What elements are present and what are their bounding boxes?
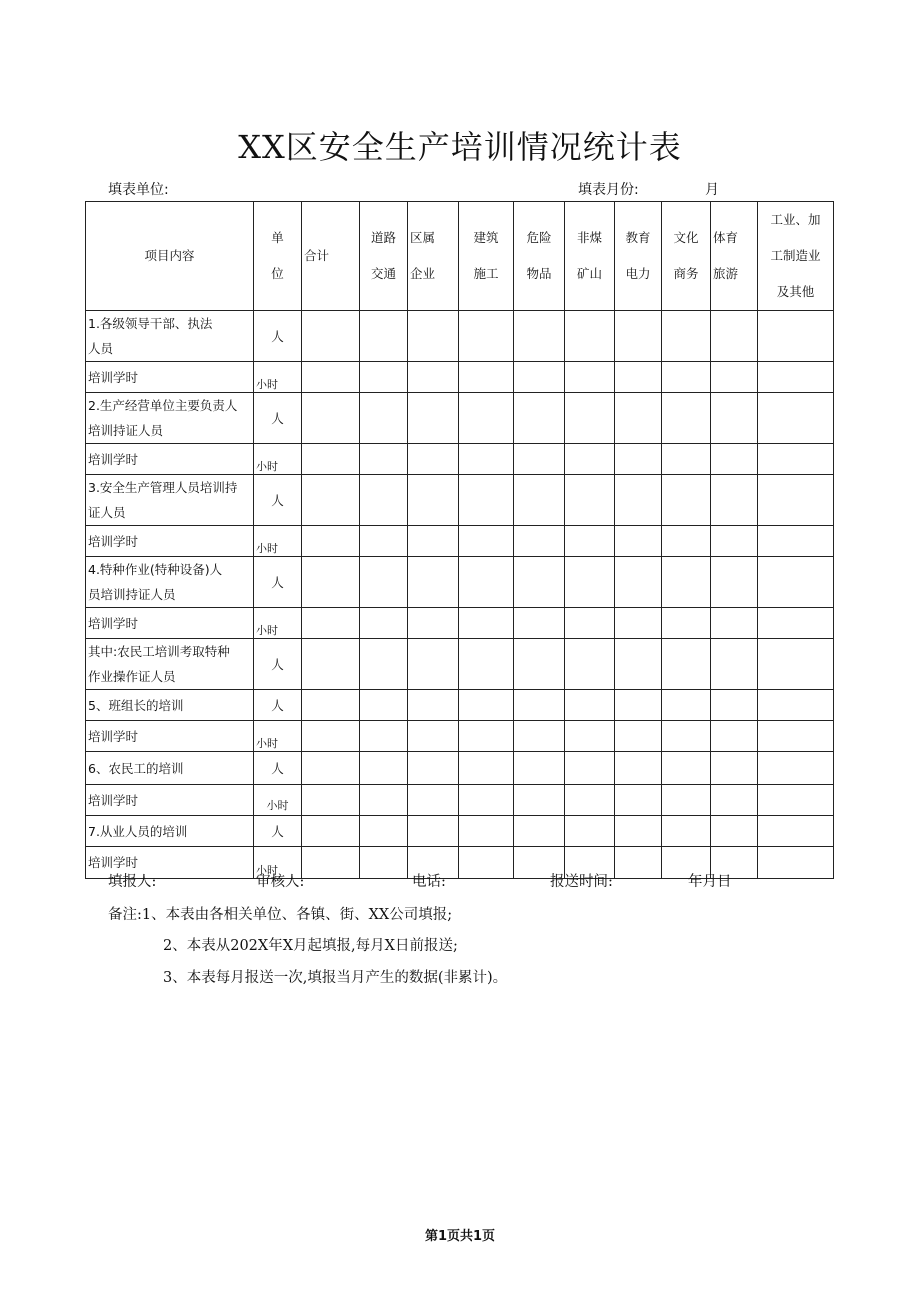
data-cell[interactable]: [360, 785, 408, 816]
data-cell[interactable]: [711, 393, 758, 444]
data-cell[interactable]: [662, 690, 711, 721]
data-cell[interactable]: [662, 526, 711, 557]
col-header-total: 合计: [302, 202, 360, 311]
data-cell[interactable]: [615, 847, 662, 879]
data-cell[interactable]: [459, 526, 514, 557]
row-unit: 人: [254, 475, 302, 526]
data-cell[interactable]: [758, 690, 834, 721]
data-cell[interactable]: [514, 475, 565, 526]
data-cell[interactable]: [711, 557, 758, 608]
data-cell[interactable]: [711, 362, 758, 393]
row-unit: 人: [254, 557, 302, 608]
data-cell[interactable]: [758, 816, 834, 847]
data-cell[interactable]: [758, 444, 834, 475]
table-row: [86, 785, 834, 816]
col-header-industry: 工业、加 工制造业 及其他: [758, 202, 834, 311]
data-cell[interactable]: [758, 557, 834, 608]
data-cell[interactable]: [711, 785, 758, 816]
data-cell[interactable]: [408, 721, 459, 752]
data-cell[interactable]: [662, 639, 711, 690]
data-cell[interactable]: [615, 690, 662, 721]
data-cell[interactable]: [360, 690, 408, 721]
note-line-3: 3、本表每月报送一次,填报当月产生的数据(非累计)。: [163, 970, 508, 986]
month-suffix: 月: [705, 182, 719, 198]
data-cell[interactable]: [514, 721, 565, 752]
data-cell[interactable]: [758, 721, 834, 752]
data-cell[interactable]: [615, 816, 662, 847]
row-item-label: 6、农民工的培训: [86, 752, 254, 785]
data-cell[interactable]: [565, 393, 615, 444]
data-cell[interactable]: [302, 785, 360, 816]
row-item-label: 培训学时: [86, 785, 254, 816]
data-cell[interactable]: [408, 557, 459, 608]
row-item-label: 培训学时: [86, 526, 254, 557]
data-cell[interactable]: [408, 393, 459, 444]
data-cell[interactable]: [459, 690, 514, 721]
data-cell[interactable]: [565, 475, 615, 526]
data-cell[interactable]: [360, 475, 408, 526]
page-number: 第1页共1页: [424, 1229, 496, 1244]
data-cell[interactable]: [360, 362, 408, 393]
data-cell[interactable]: [459, 608, 514, 639]
data-cell[interactable]: [662, 721, 711, 752]
data-cell[interactable]: [302, 721, 360, 752]
data-cell[interactable]: [711, 816, 758, 847]
table-row: [86, 362, 834, 393]
data-cell[interactable]: [711, 526, 758, 557]
data-cell[interactable]: [565, 526, 615, 557]
data-cell[interactable]: [662, 816, 711, 847]
data-cell[interactable]: [302, 690, 360, 721]
col-header-construction: 建筑 施工: [459, 202, 514, 311]
data-cell[interactable]: [565, 557, 615, 608]
page-title: XX区安全生产培训情况统计表: [238, 128, 682, 166]
data-cell[interactable]: [565, 444, 615, 475]
row-item-label: 4.特种作业(特种设备)人 员培训持证人员: [86, 557, 254, 608]
data-cell[interactable]: [360, 721, 408, 752]
table-row: [86, 444, 834, 475]
data-cell[interactable]: [565, 639, 615, 690]
phone-label: 电话:: [412, 874, 446, 890]
data-cell[interactable]: [302, 816, 360, 847]
data-cell[interactable]: [360, 444, 408, 475]
table-header-row: [86, 202, 834, 311]
data-cell[interactable]: [615, 393, 662, 444]
row-unit: 小时: [254, 608, 302, 639]
data-cell[interactable]: [360, 752, 408, 785]
data-cell[interactable]: [565, 362, 615, 393]
data-cell[interactable]: [302, 311, 360, 362]
row-item-label: 培训学时: [86, 721, 254, 752]
data-cell[interactable]: [514, 362, 565, 393]
row-item-label: 培训学时: [86, 362, 254, 393]
col-header-road: 道路 交通: [360, 202, 408, 311]
row-item-label: 1.各级领导干部、执法 人员: [86, 311, 254, 362]
data-cell[interactable]: [711, 444, 758, 475]
data-cell[interactable]: [565, 816, 615, 847]
data-cell[interactable]: [360, 816, 408, 847]
data-cell[interactable]: [662, 444, 711, 475]
data-cell[interactable]: [711, 752, 758, 785]
table-row: [86, 475, 834, 526]
data-cell[interactable]: [302, 526, 360, 557]
data-cell[interactable]: [459, 311, 514, 362]
data-cell[interactable]: [615, 311, 662, 362]
col-header-mining: 非煤 矿山: [565, 202, 615, 311]
data-cell[interactable]: [459, 847, 514, 879]
data-cell[interactable]: [302, 393, 360, 444]
note-line-1: 备注:1、本表由各相关单位、各镇、街、XX公司填报;: [108, 907, 453, 923]
data-cell[interactable]: [615, 752, 662, 785]
data-cell[interactable]: [662, 557, 711, 608]
data-cell[interactable]: [408, 608, 459, 639]
data-cell[interactable]: [565, 752, 615, 785]
row-unit: 小时: [254, 362, 302, 393]
reporter-label: 填报人:: [108, 874, 157, 890]
data-cell[interactable]: [302, 444, 360, 475]
data-cell[interactable]: [408, 785, 459, 816]
col-header-item: 项目内容: [86, 202, 254, 311]
data-cell[interactable]: [360, 393, 408, 444]
table-row: [86, 752, 834, 785]
data-cell[interactable]: [360, 847, 408, 879]
row-unit: 小时: [254, 721, 302, 752]
data-cell[interactable]: [565, 311, 615, 362]
row-unit: 人: [254, 816, 302, 847]
data-cell[interactable]: [711, 721, 758, 752]
data-cell[interactable]: [459, 444, 514, 475]
data-cell[interactable]: [514, 816, 565, 847]
data-cell[interactable]: [459, 721, 514, 752]
data-cell[interactable]: [302, 362, 360, 393]
data-cell[interactable]: [302, 608, 360, 639]
statistics-table: [85, 201, 834, 879]
row-unit: 小时: [254, 526, 302, 557]
data-cell[interactable]: [662, 785, 711, 816]
data-cell[interactable]: [408, 311, 459, 362]
data-cell[interactable]: [615, 362, 662, 393]
report-time-label: 报送时间:: [550, 874, 613, 890]
table-row: [86, 393, 834, 444]
data-cell[interactable]: [514, 785, 565, 816]
row-item-label: 培训学时: [86, 847, 254, 879]
data-cell[interactable]: [360, 311, 408, 362]
data-cell[interactable]: [408, 639, 459, 690]
data-cell[interactable]: [711, 639, 758, 690]
col-header-district: 区属 企业: [408, 202, 459, 311]
data-cell[interactable]: [408, 475, 459, 526]
row-item-label: 其中:农民工培训考取特种 作业操作证人员: [86, 639, 254, 690]
data-cell[interactable]: [758, 639, 834, 690]
data-cell[interactable]: [459, 557, 514, 608]
data-cell[interactable]: [459, 393, 514, 444]
data-cell[interactable]: [758, 393, 834, 444]
row-unit: 人: [254, 311, 302, 362]
data-cell[interactable]: [758, 475, 834, 526]
data-cell[interactable]: [514, 311, 565, 362]
data-cell[interactable]: [615, 475, 662, 526]
col-header-education: 教育 电力: [615, 202, 662, 311]
data-cell[interactable]: [758, 847, 834, 879]
report-date-label: 年月日: [688, 874, 732, 890]
data-cell[interactable]: [302, 847, 360, 879]
data-cell[interactable]: [711, 690, 758, 721]
data-cell[interactable]: [615, 444, 662, 475]
data-cell[interactable]: [302, 639, 360, 690]
row-unit: 人: [254, 393, 302, 444]
data-cell[interactable]: [758, 526, 834, 557]
data-cell[interactable]: [514, 526, 565, 557]
data-cell[interactable]: [711, 608, 758, 639]
row-item-label: 培训学时: [86, 444, 254, 475]
data-cell[interactable]: [302, 752, 360, 785]
data-cell[interactable]: [565, 721, 615, 752]
data-cell[interactable]: [514, 690, 565, 721]
table-row: [86, 690, 834, 721]
data-cell[interactable]: [711, 311, 758, 362]
fill-month-label: 填表月份:: [578, 182, 639, 198]
row-item-label: 3.安全生产管理人员培训持 证人员: [86, 475, 254, 526]
table-row: [86, 608, 834, 639]
row-unit: 人: [254, 752, 302, 785]
table-row: [86, 721, 834, 752]
data-cell[interactable]: [459, 785, 514, 816]
data-cell[interactable]: [360, 639, 408, 690]
row-item-label: 2.生产经营单位主要负责人 培训持证人员: [86, 393, 254, 444]
note-line-2: 2、本表从202X年X月起填报,每月X日前报送;: [163, 938, 458, 954]
row-unit: 人: [254, 690, 302, 721]
data-cell[interactable]: [615, 557, 662, 608]
data-cell[interactable]: [615, 639, 662, 690]
reviewer-label: 审核人:: [256, 874, 305, 890]
fill-unit-label: 填表单位:: [108, 182, 169, 198]
row-unit: 小时: [254, 785, 302, 816]
data-cell[interactable]: [662, 608, 711, 639]
data-cell[interactable]: [662, 362, 711, 393]
data-cell[interactable]: [408, 690, 459, 721]
data-cell[interactable]: [758, 311, 834, 362]
data-cell[interactable]: [459, 639, 514, 690]
row-item-label: 培训学时: [86, 608, 254, 639]
data-cell[interactable]: [615, 785, 662, 816]
data-cell[interactable]: [758, 362, 834, 393]
data-cell[interactable]: [408, 444, 459, 475]
data-cell[interactable]: [758, 608, 834, 639]
data-cell[interactable]: [408, 752, 459, 785]
data-cell[interactable]: [302, 475, 360, 526]
col-header-hazard: 危险 物品: [514, 202, 565, 311]
data-cell[interactable]: [615, 721, 662, 752]
data-cell[interactable]: [711, 475, 758, 526]
data-cell[interactable]: [758, 785, 834, 816]
data-cell[interactable]: [662, 393, 711, 444]
data-cell[interactable]: [360, 557, 408, 608]
data-cell[interactable]: [459, 475, 514, 526]
table-row: [86, 311, 834, 362]
data-cell[interactable]: [459, 816, 514, 847]
data-cell[interactable]: [565, 690, 615, 721]
data-cell[interactable]: [514, 639, 565, 690]
row-unit: 人: [254, 639, 302, 690]
table-row: [86, 526, 834, 557]
data-cell[interactable]: [514, 393, 565, 444]
data-cell[interactable]: [514, 752, 565, 785]
data-cell[interactable]: [514, 557, 565, 608]
data-cell[interactable]: [408, 816, 459, 847]
col-header-culture: 文化 商务: [662, 202, 711, 311]
data-cell[interactable]: [662, 475, 711, 526]
row-unit: 小时: [254, 847, 302, 879]
data-cell[interactable]: [662, 752, 711, 785]
data-cell[interactable]: [565, 608, 615, 639]
data-cell[interactable]: [302, 557, 360, 608]
col-header-unit: 单 位: [254, 202, 302, 311]
data-cell[interactable]: [408, 526, 459, 557]
table-row: [86, 816, 834, 847]
data-cell[interactable]: [459, 362, 514, 393]
table-row: [86, 557, 834, 608]
col-header-sports: 体育 旅游: [711, 202, 758, 311]
data-cell[interactable]: [514, 608, 565, 639]
data-cell[interactable]: [408, 362, 459, 393]
row-item-label: 7.从业人员的培训: [86, 816, 254, 847]
data-cell[interactable]: [565, 785, 615, 816]
row-unit: 小时: [254, 444, 302, 475]
data-cell[interactable]: [360, 526, 408, 557]
data-cell[interactable]: [615, 608, 662, 639]
data-cell[interactable]: [459, 752, 514, 785]
data-cell[interactable]: [615, 526, 662, 557]
table-row: [86, 639, 834, 690]
data-cell[interactable]: [758, 752, 834, 785]
data-cell[interactable]: [514, 444, 565, 475]
row-item-label: 5、班组长的培训: [86, 690, 254, 721]
data-cell[interactable]: [662, 311, 711, 362]
data-cell[interactable]: [360, 608, 408, 639]
